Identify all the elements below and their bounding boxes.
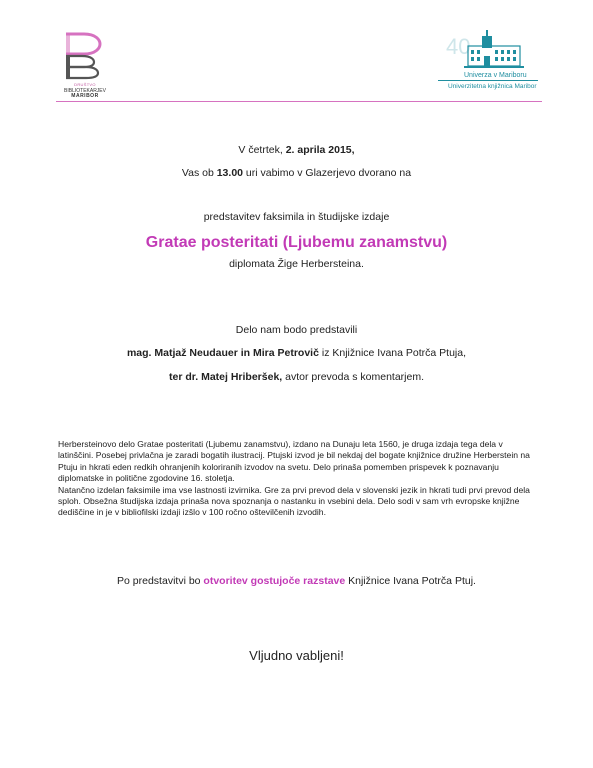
p1-line: Ptuju in hkrati eden redkih ohranjenih koloriranih izvodov na svetu. Delo prinaša pomemben prispevek k poznavanju — [58, 461, 499, 472]
time-prefix: Vas ob — [181, 167, 217, 179]
um-logo-rule — [438, 80, 538, 81]
dbm-logo — [60, 30, 110, 99]
dbm-caption-2: BIBLIOTEKARJEV — [64, 88, 106, 94]
time-line — [0, 167, 593, 180]
presenter-2-role: avtor prevoda s komentarjem. — [282, 371, 425, 383]
time-suffix: uri vabimo v Glazerjevo dvorano na — [243, 167, 412, 179]
dbm-caption-1: DRUŠTVO — [74, 82, 96, 87]
presenter-1-names: mag. Matjaž Neudauer in Mira Petrovič — [126, 347, 319, 359]
um-caption-1: Univerza v Mariboru — [464, 72, 527, 79]
um-logo — [438, 28, 538, 94]
dbm-logo-mark — [60, 30, 110, 82]
um-building-icon — [438, 28, 538, 72]
exhibition-highlight: otvoritev gostujoče razstave — [203, 575, 346, 587]
um-caption-2: Univerzitetna knjižnica Maribor — [448, 83, 537, 90]
p1-line: latinščini. Posebej privlačna je zaradi bogatih ilustracij. Ptujski izvod je bil nekdaj del bogate knjižnice družine Herberstein na — [58, 450, 530, 461]
dbm-caption-3: MARIBOR — [71, 93, 99, 99]
description — [58, 439, 544, 519]
p2-line: dediščine in je v bibliofilski izdaji izšlo v 100 ročno oštevilčenih izvodih. — [58, 507, 326, 518]
date-line — [0, 144, 593, 157]
description-p2 — [58, 485, 544, 519]
work-subtitle: diplomata Žige Herbersteina. — [229, 258, 364, 270]
header-divider — [56, 101, 542, 102]
svg-text:40: 40 — [446, 34, 471, 59]
presenter-line-2 — [0, 371, 593, 384]
date-prefix: V četrtek, — [238, 144, 286, 156]
p1-line: Herbersteinovo delo Gratae posteritati (Ljubemu zanamstvu), izdano na Dunaju leta 1560, je druga izdaja tega dela v — [58, 439, 503, 449]
work-title: Gratae posteritati (Ljubemu zanamstvu) — [145, 234, 448, 251]
p1-line: diplomatske in politične zgodovine 16. stoletja. — [58, 473, 235, 484]
presenter-1-affiliation: iz Knjižnice Ivana Potrča Ptuja, — [318, 347, 467, 359]
closing-greeting: Vljudno vabljeni! — [249, 648, 344, 663]
p2-line: Natančno izdelan faksimile ima vse lastnosti izvirnika. Gre za prvi prevod dela v slovenski jezik in hkrati tudi prvi prevod dela — [58, 484, 530, 495]
presenters-intro: Delo nam bodo predstavili — [235, 324, 358, 336]
p2-line: sploh. Obsežna študijska izdaja prinaša nova spoznanja o nastanku in vsebini dela. Delo sodi v sam vrh evropske knjižne — [58, 496, 520, 507]
presentation-intro: predstavitev faksimila in študijske izdaje — [203, 211, 390, 223]
event-date: 2. aprila 2015, — [285, 144, 355, 156]
exhibition-line — [0, 575, 593, 588]
event-time: 13.00 — [216, 167, 243, 179]
presenter-line-1 — [0, 347, 593, 360]
exhibition-prefix: Po predstavitvi bo — [117, 575, 204, 587]
description-p1 — [58, 439, 544, 485]
presenter-2-name: ter dr. Matej Hriberšek, — [168, 371, 283, 383]
exhibition-suffix: Knjižnice Ivana Potrča Ptuj. — [345, 575, 476, 587]
